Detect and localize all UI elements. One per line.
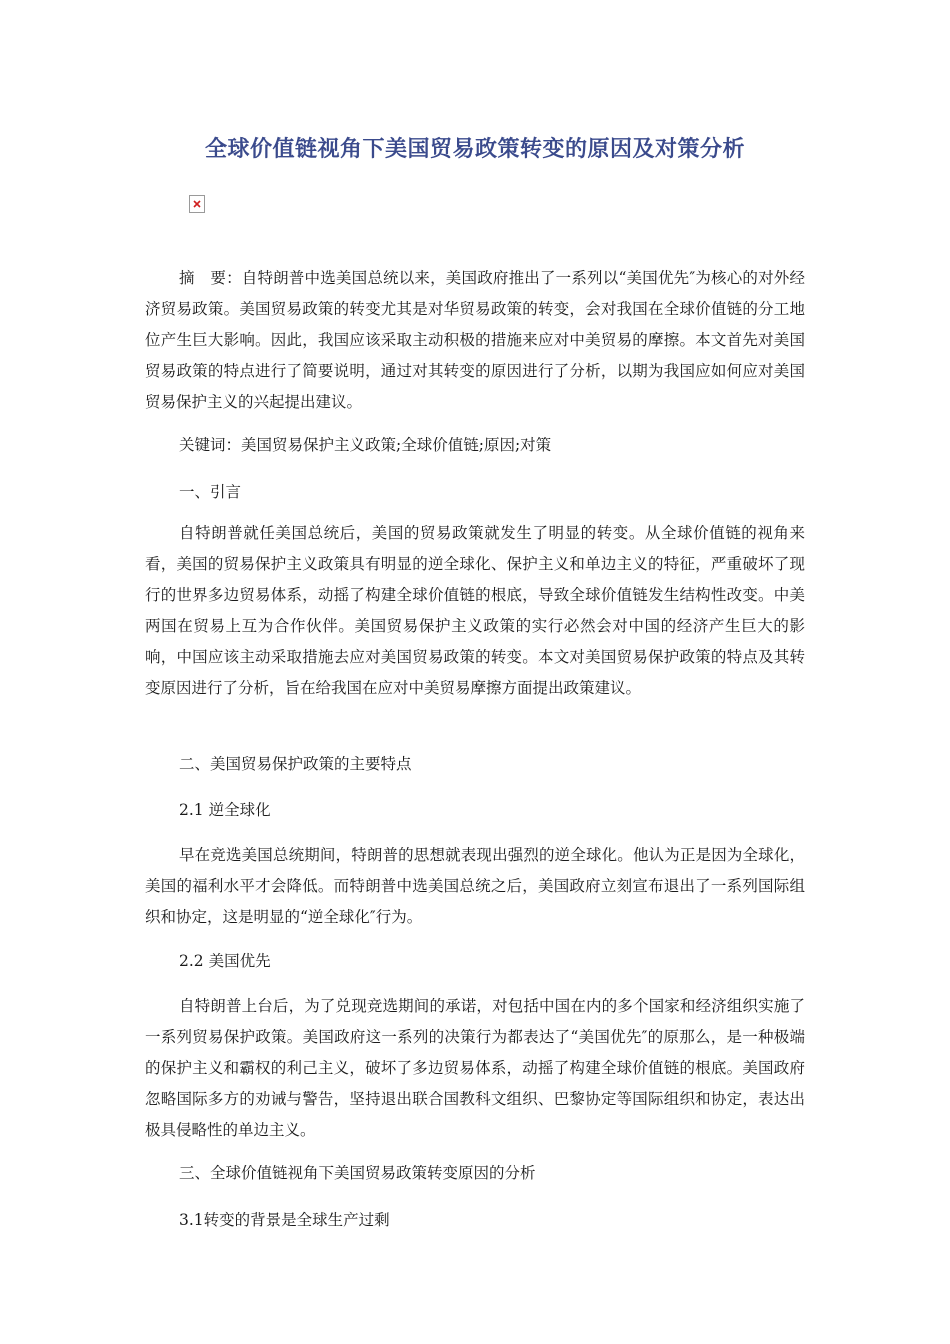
subsection-heading-deglobalization: 2.1 逆全球化	[179, 801, 271, 819]
document-title: 全球价值链视角下美国贸易政策转变的原因及对策分析	[204, 137, 745, 162]
subsection-heading-overproduction: 3.1转变的背景是全球生产过剩	[179, 1211, 390, 1229]
broken-image-icon	[189, 195, 205, 213]
subsection-heading-america-first: 2.2 美国优先	[179, 952, 271, 970]
keywords-line: 关键词：美国贸易保护主义政策;全球价值链;原因;对策	[179, 436, 552, 454]
introduction-paragraph: 自特朗普就任美国总统后，美国的贸易政策就发生了明显的转变。从全球价值链的视角来看，美国的贸易保护主义政策具有明显的逆全球化、保护主义和单边主义的特征，严重破坏了现行的世界多边贸易体系，动摇了构建全球价值链的根底，导致全球价值链发生结构性改变。中美两国在贸易上互为合作伙伴。美国贸易保护主义政策的实行必然会对中国的经济产生巨大的影响，中国应该主动采取措施去应对美国贸易政策的转变。本文对美国贸易保护政策的特点及其转变原因进行了分析，旨在给我国在应对中美贸易摩擦方面提出政策建议。	[145, 524, 805, 697]
section-heading-features: 二、美国贸易保护政策的主要特点	[179, 755, 412, 773]
section-heading-analysis: 三、全球价值链视角下美国贸易政策转变原因的分析	[179, 1164, 536, 1182]
abstract-paragraph: 摘 要：自特朗普中选美国总统以来，美国政府推出了一系列以“美国优先″为核心的对外经济贸易政策。美国贸易政策的转变尤其是对华贸易政策的转变，会对我国在全球价值链的分工地位产生巨大影响。因此，我国应该采取主动积极的措施来应对中美贸易的摩擦。本文首先对美国贸易政策的特点进行了简要说明，通过对其转变的原因进行了分析，以期为我国应如何应对美国贸易保护主义的兴起提出建议。	[145, 269, 805, 411]
section-heading-introduction: 一、引言	[179, 483, 242, 501]
america-first-paragraph: 自特朗普上台后，为了兑现竞选期间的承诺，对包括中国在内的多个国家和经济组织实施了一系列贸易保护政策。美国政府这一系列的决策行为都表达了“美国优先″的原那么，是一种极端的保护主义和霸权的利己主义，破坏了多边贸易体系，动摇了构建全球价值链的根底。美国政府忽略国际多方的劝诫与警告，坚持退出联合国教科文组织、巴黎协定等国际组织和协定，表达出极具侵略性的单边主义。	[145, 997, 805, 1139]
deglobalization-paragraph: 早在竞选美国总统期间，特朗普的思想就表现出强烈的逆全球化。他认为正是因为全球化，美国的福利水平才会降低。而特朗普中选美国总统之后，美国政府立刻宣布退出了一系列国际组织和协定，这是明显的“逆全球化″行为。	[145, 846, 805, 926]
